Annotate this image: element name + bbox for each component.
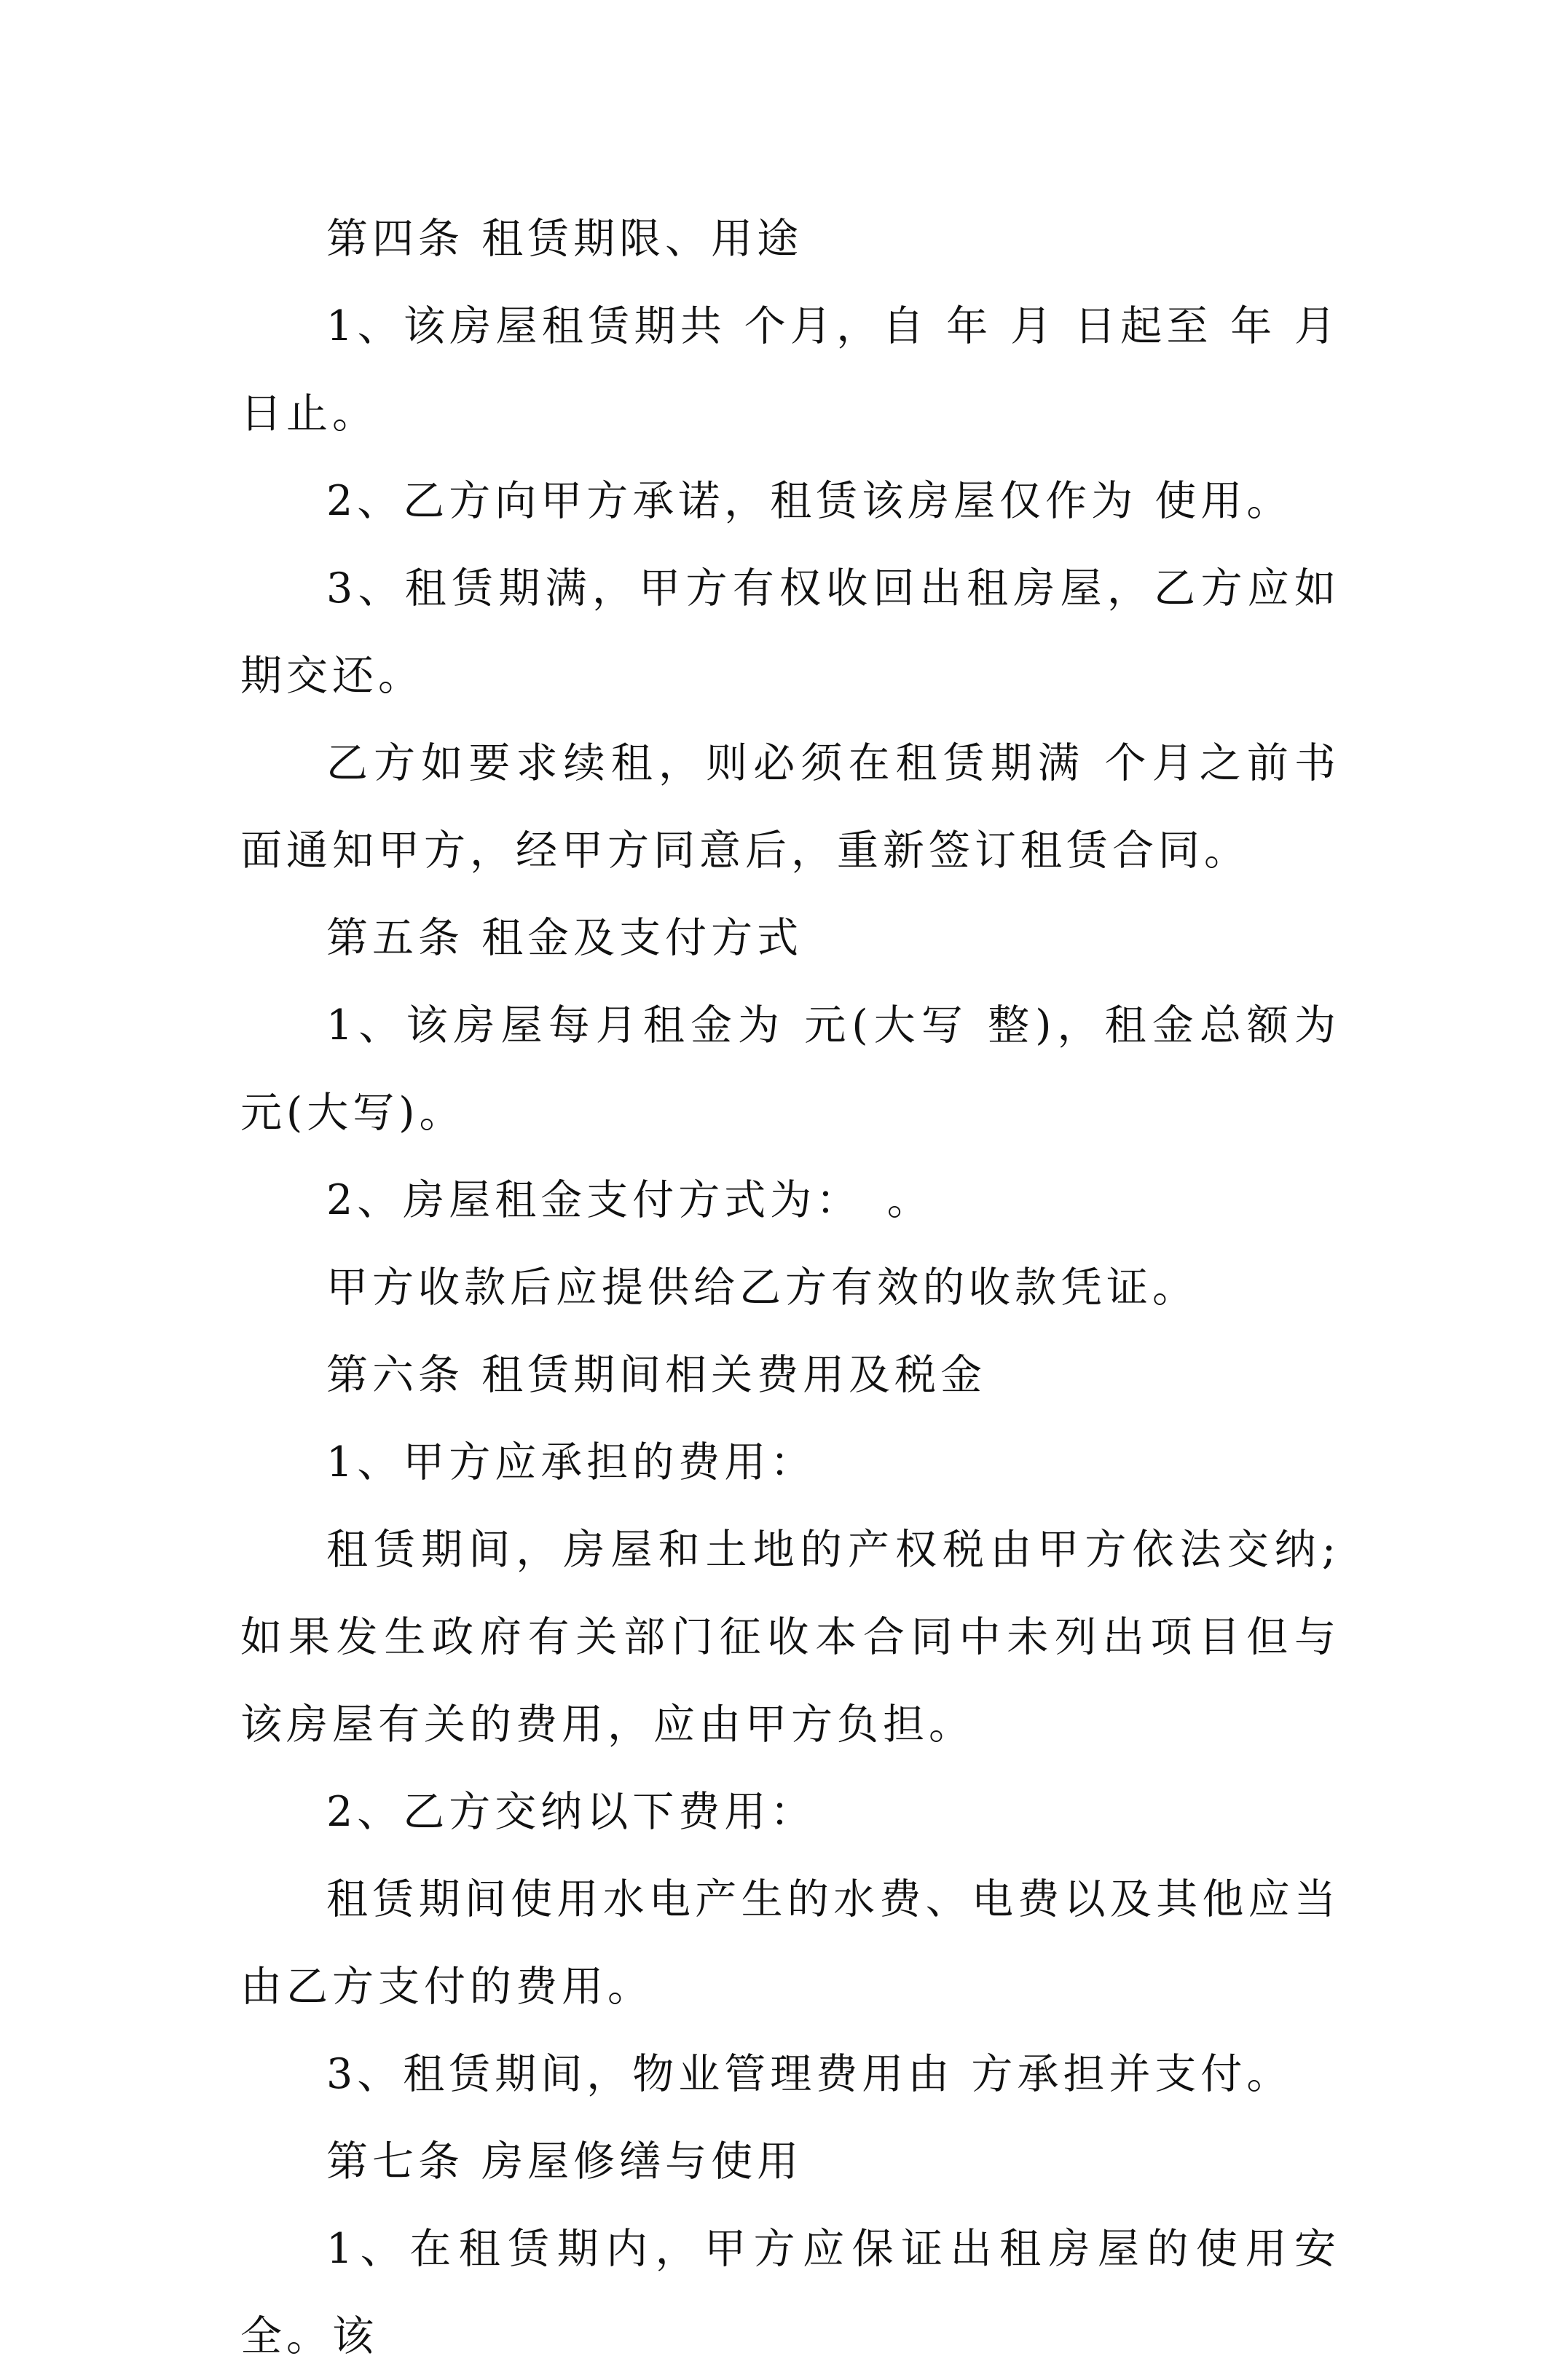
article-5-clause-2: 2、房屋租金支付方式为： 。	[326, 1176, 933, 1224]
article-4-clause-2: 2、乙方向甲方承诺，租赁该房屋仅作为 使用。	[326, 477, 1293, 525]
article-6-clause-2-detail: 租赁期间使用水电产生的水费、电费以及其他应当由乙方支付的费用。	[240, 1875, 1340, 2011]
article-5-receipt-note: 甲方收款后应提供给乙方有效的收款凭证。	[326, 1264, 1198, 1312]
article-6-clause-2: 2、乙方交纳以下费用：	[326, 1788, 817, 1836]
article-7-heading: 第七条 房屋修缮与使用	[326, 2137, 803, 2186]
article-6-clause-3: 3、租赁期间，物业管理费用由 方承担并支付。	[326, 2050, 1293, 2098]
article-4-clause-3: 3、租赁期满，甲方有权收回出租房屋，乙方应如期交还。	[240, 564, 1340, 700]
article-4-clause-1: 1、该房屋租赁期共 个月，自 年 月 日起至 年 月 日止。	[240, 302, 1340, 438]
article-7-clause-1: 1、在租赁期内，甲方应保证出租房屋的使用安全。该	[240, 2225, 1340, 2360]
article-5-heading: 第五条 租金及支付方式	[326, 914, 803, 962]
article-6-clause-1-detail: 租赁期间，房屋和土地的产权税由甲方依法交纳;如果发生政府有关部门征收本合同中未列出项目但与该房屋有关的费用，应由甲方负担。	[240, 1526, 1340, 1749]
article-4-renewal-note: 乙方如要求续租，则必须在租赁期满 个月之前书面通知甲方，经甲方同意后，重新签订租赁合同。	[240, 739, 1340, 875]
article-6-clause-1: 1、甲方应承担的费用：	[326, 1438, 817, 1486]
document-body	[240, 195, 1340, 2380]
article-6-heading: 第六条 租赁期间相关费用及税金	[326, 1351, 987, 1399]
article-4-heading: 第四条 租赁期限、用途	[326, 215, 803, 263]
article-5-clause-1: 1、该房屋每月租金为 元(大写 整)，租金总额为 元(大写)。	[240, 1001, 1340, 1137]
